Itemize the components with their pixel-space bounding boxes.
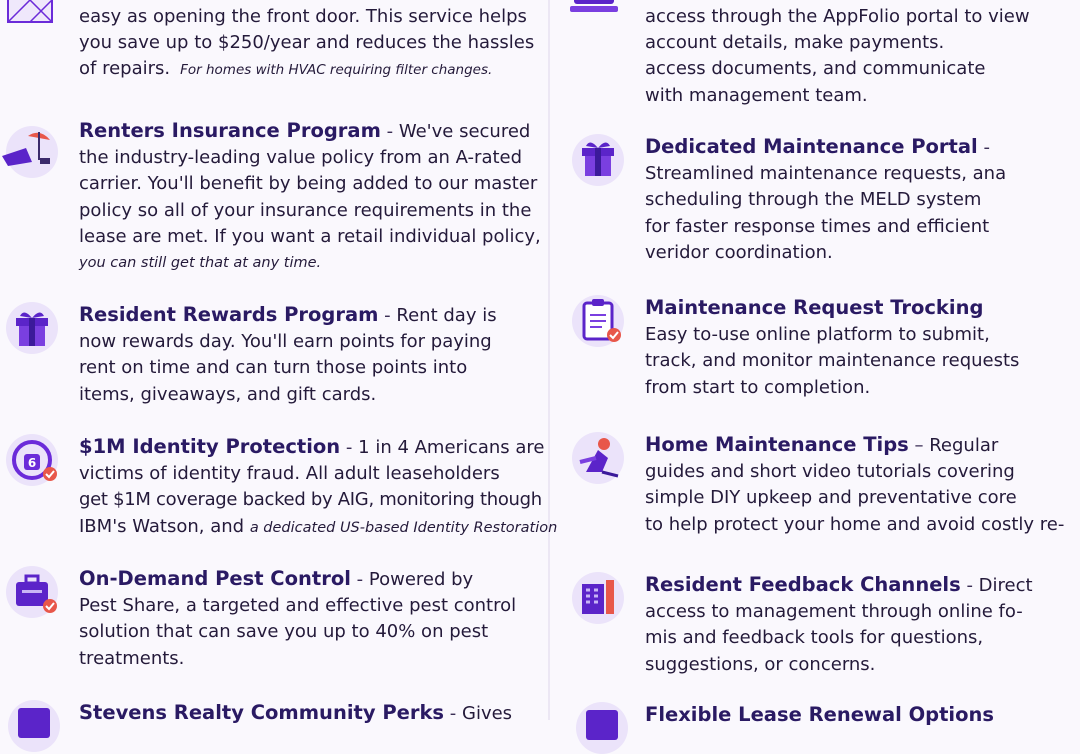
text-line: get $1M coverage backed by AIG, monitoring though (79, 489, 542, 511)
identity-shield-icon (6, 434, 58, 486)
text-line: treatments. (79, 647, 185, 669)
text-fragment: Gives (462, 703, 513, 724)
text-line: easy as opening the front door. This service helps (79, 6, 527, 27)
umbrella-icon (6, 126, 58, 178)
community-calendar-icon (8, 700, 60, 752)
text-line: account details, make payments. (645, 32, 945, 54)
home-tips-text (645, 432, 1064, 538)
text-line: now rewards day. You'll earn points for paying (79, 331, 492, 353)
text-line: the industry-leading value policy from an A-rated (79, 147, 523, 169)
separator: - (960, 575, 979, 596)
hvac-footnote: For homes with HVAC requiring filter changes. (180, 62, 493, 79)
hvac-filter-icon (4, 0, 56, 26)
text-fragment: 1 in 4 Americans are (358, 437, 545, 458)
repair-worker-icon (572, 432, 624, 484)
identity-protection-text (79, 434, 557, 541)
text-line: lease are met. If you want a retail individual policy, (79, 225, 541, 247)
text-line (645, 572, 1033, 599)
right-column (550, 0, 1080, 726)
renters-insurance-title: Renters Insurance Program (79, 119, 381, 142)
text-line (645, 295, 1019, 322)
text-line (79, 118, 541, 145)
text-line: policy so all of your insurance requirements in the (79, 199, 532, 221)
separator: - (444, 703, 462, 724)
text-line: rent on time and can turn those points into (79, 357, 468, 379)
feedback-channels-title: Resident Feedback Channels (645, 573, 961, 596)
text-line (645, 134, 1006, 161)
text-line (79, 56, 534, 83)
identity-protection-title: $1M Identity Protection (79, 435, 341, 458)
resident-rewards-text (79, 302, 497, 408)
laptop-portal-icon (568, 0, 620, 20)
text-fragment: Powered by (368, 569, 474, 590)
appfolio-portal-text (645, 4, 1030, 109)
text-line: suggestions, or concerns. (645, 653, 876, 675)
text-line: Easy to-use online platform to submit, (645, 324, 990, 346)
text-line: you save up to $250/year and reduces the hassles (79, 32, 535, 54)
text-line: from start to completion. (645, 376, 871, 398)
text-line: for faster response times and efficient (645, 215, 990, 237)
text-line: Pest Share, a targeted and effective pest control (79, 595, 517, 617)
home-tips-title: Home Maintenance Tips (645, 433, 909, 456)
community-perks-text (79, 700, 512, 727)
left-column (0, 0, 558, 724)
clipboard-icon (572, 295, 624, 347)
text-line: access through the AppFolio portal to view (645, 6, 1030, 27)
pest-briefcase-icon (6, 566, 58, 618)
resident-rewards-title: Resident Rewards Program (79, 303, 379, 326)
text-fragment: of repairs. (79, 58, 171, 80)
maintenance-tracking-title: Maintenance Request Trocking (645, 296, 984, 319)
text-line: scheduling through the MELD system (645, 189, 982, 211)
community-perks-title: Stevens Realty Community Perks (79, 701, 445, 724)
maintenance-tracking-text (645, 295, 1019, 401)
lease-renewal-text (645, 702, 994, 729)
renters-insurance-text (79, 118, 541, 276)
text-line (79, 514, 557, 541)
text-line (79, 434, 557, 461)
text-line: you can still get that at any time. (79, 255, 322, 272)
text-line: guides and short video tutorials covering (645, 461, 1015, 483)
text-fragment: Rent day is (396, 305, 497, 326)
text-line: items, giveaways, and gift cards. (79, 383, 377, 405)
lease-renewal-title: Flexible Lease Renewal Options (645, 703, 995, 726)
text-line: with management team. (645, 84, 868, 106)
text-line: track, and monitor maintenance requests (645, 350, 1020, 372)
maintenance-gift-icon (572, 134, 624, 186)
text-line: access to management through online fo- (645, 601, 1023, 623)
separator: - (378, 305, 397, 326)
text-line (645, 432, 1064, 459)
maintenance-portal-text (645, 134, 1006, 266)
text-line (79, 566, 516, 593)
svg-text:6: 6 (27, 456, 37, 470)
feedback-channels-text (645, 572, 1033, 678)
separator: – (908, 435, 930, 456)
separator: - (340, 437, 359, 458)
text-line: simple DIY upkeep and preventative core (645, 487, 1017, 509)
separator: - (350, 569, 369, 590)
text-line (79, 700, 512, 727)
text-line: access documents, and communicate (645, 58, 986, 80)
text-fragment: Regular (929, 435, 999, 456)
text-fragment: Direct (978, 575, 1033, 596)
text-fragment: a dedicated US-based Identity Restoration (249, 519, 558, 536)
gift-icon (6, 302, 58, 354)
maintenance-portal-title: Dedicated Maintenance Portal (645, 135, 978, 158)
text-line: mis and feedback tools for questions, (645, 627, 984, 649)
lease-calendar-icon (576, 702, 628, 754)
text-line: carrier. You'll benefit by being added to our master (79, 173, 538, 195)
text-line: to help protect your home and avoid costly re- (645, 513, 1065, 535)
text-line (645, 702, 994, 729)
pest-control-text (79, 566, 516, 672)
text-line: veridor coordination. (645, 241, 833, 263)
separator: - (977, 137, 990, 158)
text-line: solution that can save you up to 40% on pest (79, 621, 489, 643)
hvac-filter-text (79, 4, 534, 84)
separator: - (380, 121, 399, 142)
text-fragment: We've secured (398, 121, 531, 142)
pest-control-title: On-Demand Pest Control (79, 567, 351, 590)
text-line: Streamlined maintenance requests, ana (645, 163, 1007, 185)
text-line (79, 302, 497, 329)
text-line: victims of identity fraud. All adult leaseholders (79, 463, 500, 485)
feedback-building-icon (572, 572, 624, 624)
text-fragment: IBM's Watson, and (79, 515, 245, 537)
